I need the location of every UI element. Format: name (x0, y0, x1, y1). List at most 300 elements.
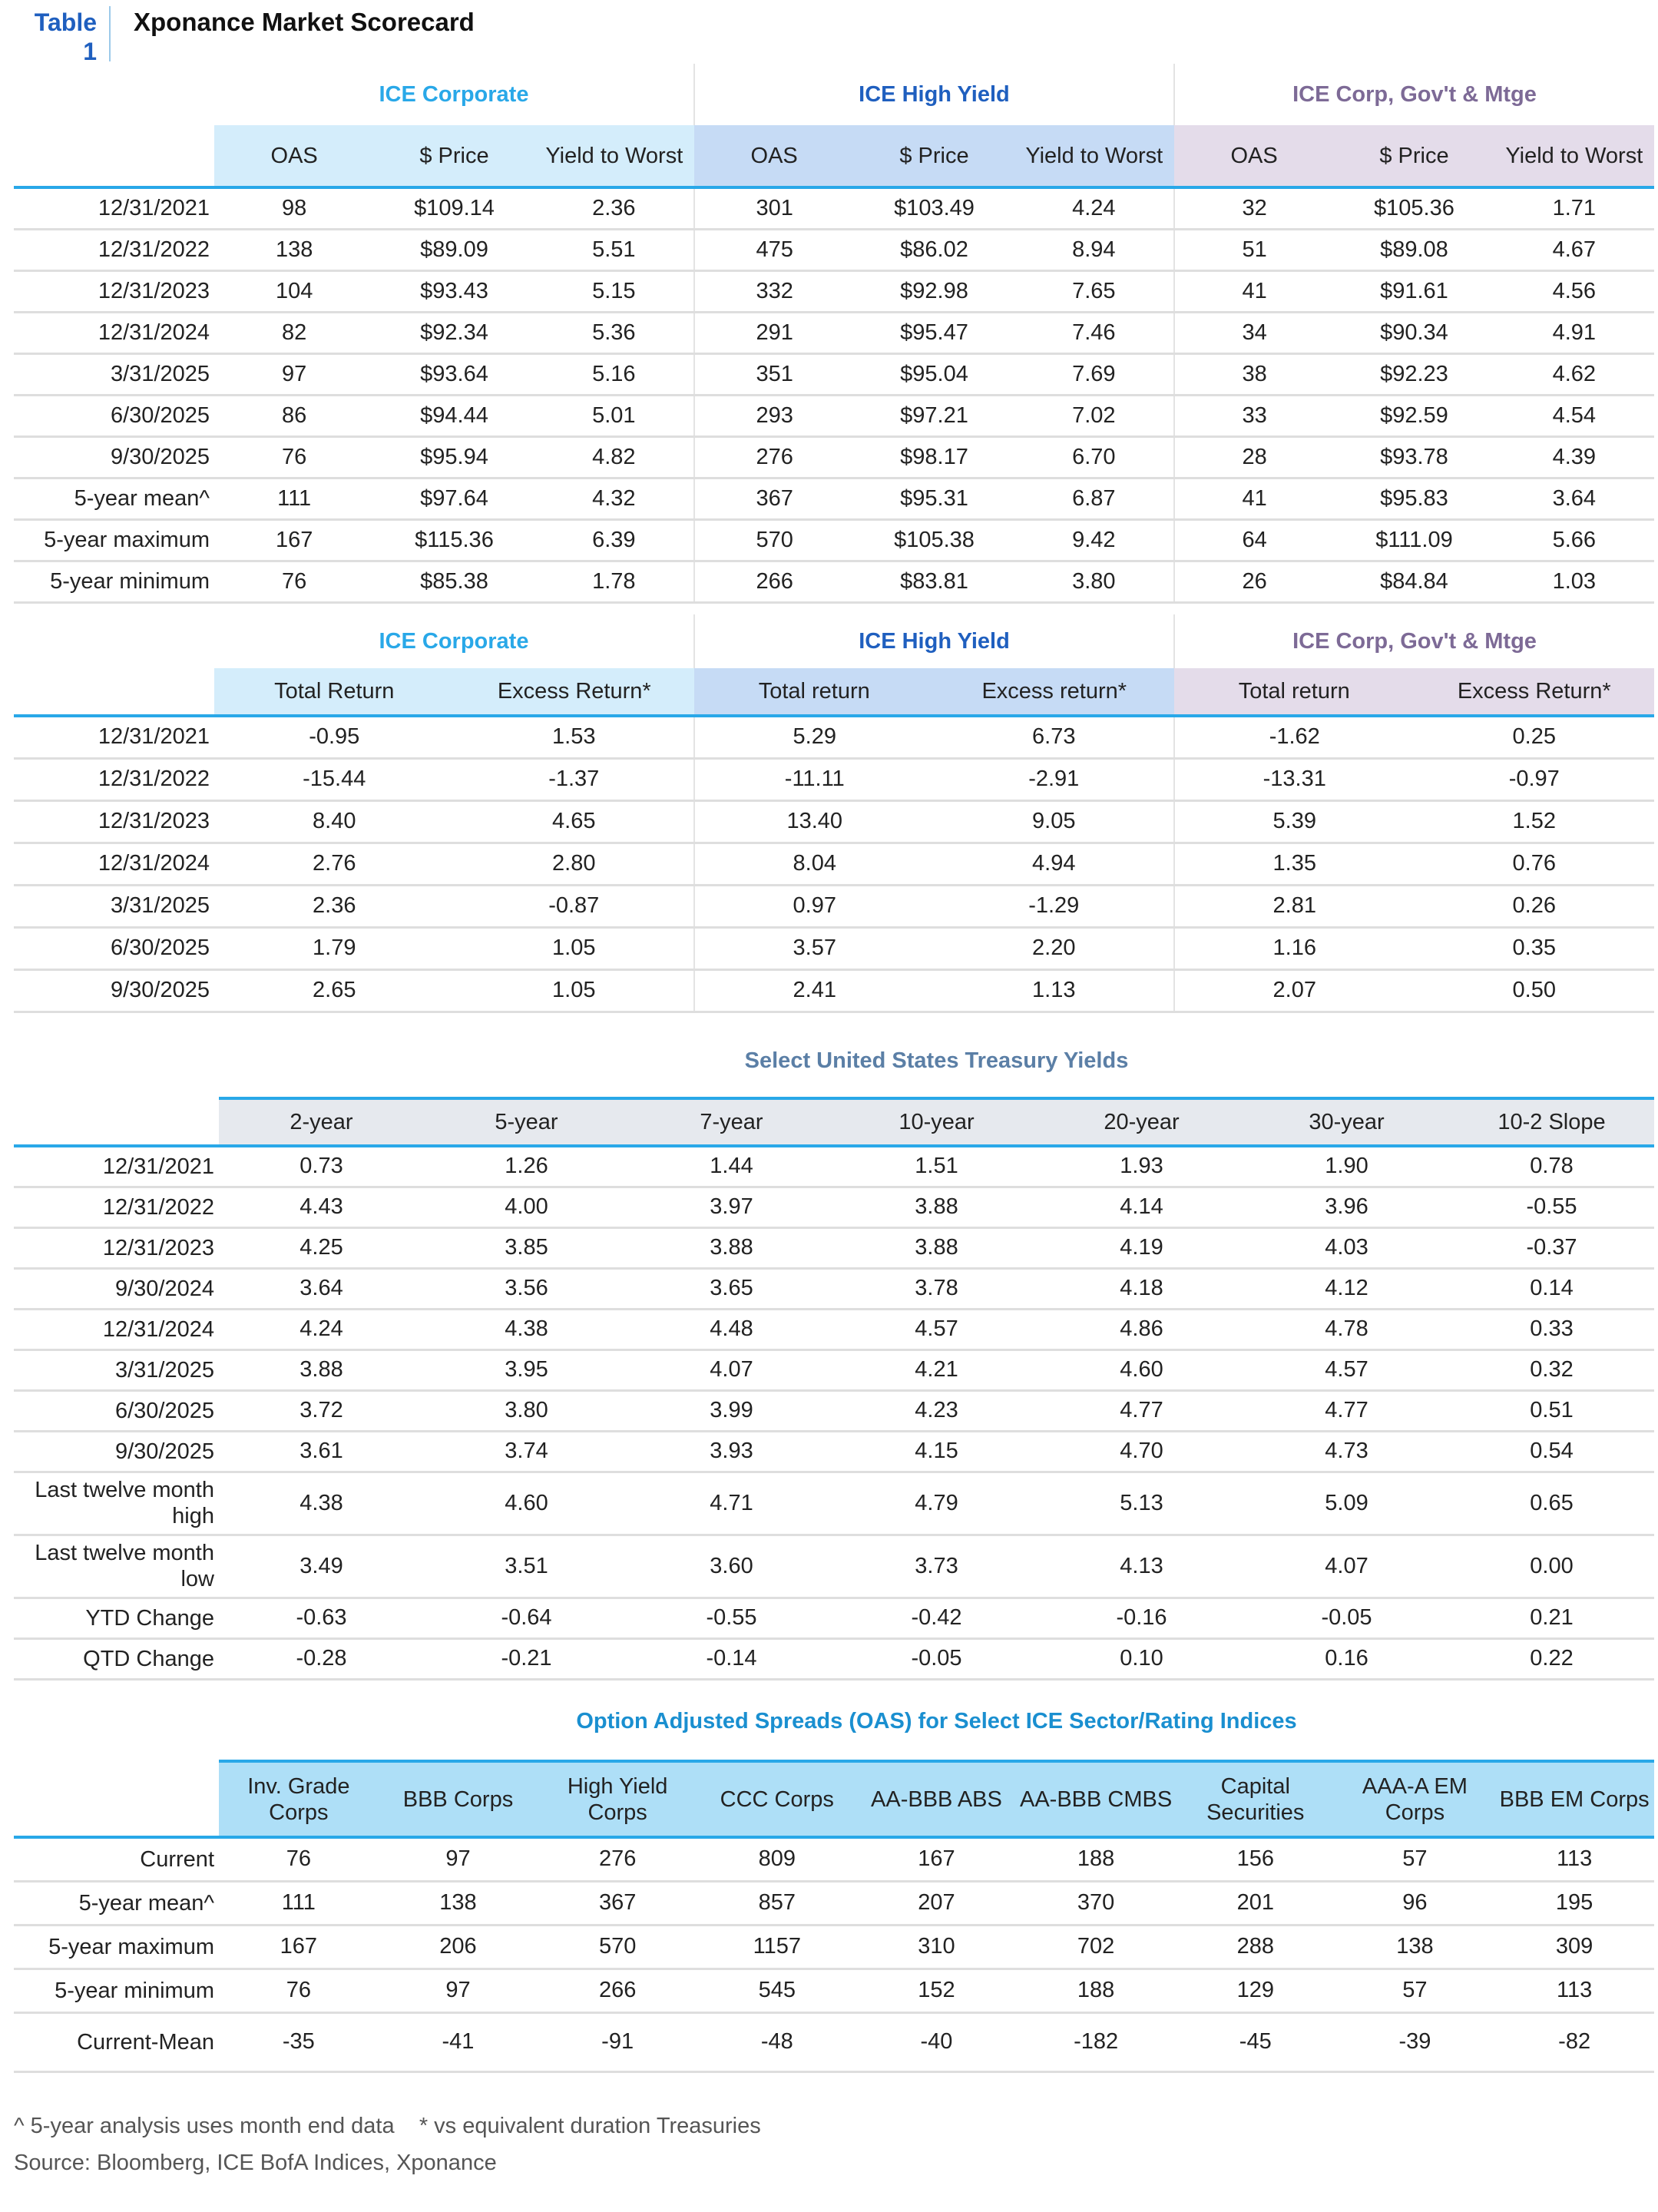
table-cell: 4.91 (1494, 312, 1654, 353)
table-cell: 0.32 (1449, 1349, 1654, 1390)
table-cell: 367 (538, 1881, 697, 1925)
table-cell: 0.97 (694, 885, 935, 927)
table-cell: 5.15 (534, 270, 694, 312)
table-cell: 4.32 (534, 478, 694, 519)
table-cell: 6.87 (1014, 478, 1174, 519)
column-header: $ Price (1334, 125, 1494, 187)
table-cell: 3.97 (629, 1187, 834, 1227)
table-cell: 3.88 (629, 1227, 834, 1268)
table-cell: 0.22 (1449, 1638, 1654, 1679)
table-cell: $97.64 (374, 478, 534, 519)
table-cell: 9.05 (935, 800, 1175, 843)
table-cell: $89.09 (374, 229, 534, 270)
column-header: Excess Return* (1415, 668, 1655, 716)
table-cell: 1.90 (1244, 1146, 1449, 1187)
row-label: Current (14, 1837, 219, 1881)
table-cell: 156 (1176, 1837, 1335, 1881)
row-label: 12/31/2022 (14, 1187, 219, 1227)
column-header: $ Price (374, 125, 534, 187)
table-cell: -0.87 (455, 885, 695, 927)
table-cell: 28 (1174, 436, 1334, 478)
table-cell: 5.09 (1244, 1472, 1449, 1535)
table-cell: -48 (697, 2012, 857, 2071)
table-cell: 4.21 (834, 1349, 1039, 1390)
table-cell: 3.60 (629, 1535, 834, 1598)
table-cell: -182 (1016, 2012, 1176, 2071)
table-cell: -39 (1335, 2012, 1495, 2071)
table-cell: $98.17 (854, 436, 1014, 478)
table-cell: 276 (694, 436, 854, 478)
row-label: 12/31/2024 (14, 312, 214, 353)
table-cell: 138 (214, 229, 374, 270)
group-header: ICE Corp, Gov't & Mtge (1174, 614, 1654, 668)
row-label: QTD Change (14, 1638, 219, 1679)
table-cell: 64 (1174, 519, 1334, 561)
table-cell: 4.13 (1039, 1535, 1244, 1598)
table-cell: 3.88 (834, 1227, 1039, 1268)
table-row (14, 436, 1654, 478)
column-header-row (14, 125, 1654, 187)
table-cell: $97.21 (854, 395, 1014, 436)
table-cell: $111.09 (1334, 519, 1494, 561)
table-cell: 276 (538, 1837, 697, 1881)
column-header: 30-year (1244, 1098, 1449, 1146)
table-cell: 2.41 (694, 969, 935, 1012)
table-cell: -0.14 (629, 1638, 834, 1679)
table-row (14, 1187, 1654, 1227)
row-label: 5-year maximum (14, 1925, 219, 1969)
table-row (14, 270, 1654, 312)
table-cell: 3.88 (834, 1187, 1039, 1227)
table-cell: 857 (697, 1881, 857, 1925)
table-cell: 3.80 (424, 1390, 629, 1431)
table-cell: 4.48 (629, 1309, 834, 1349)
table-row (14, 927, 1654, 969)
column-header: AAA-A EM Corps (1335, 1761, 1495, 1837)
table-row (14, 1268, 1654, 1309)
table-cell: 2.36 (534, 187, 694, 229)
row-label: 6/30/2025 (14, 927, 214, 969)
table-cell: $93.78 (1334, 436, 1494, 478)
row-label: 5-year minimum (14, 561, 214, 602)
table-cell: 4.77 (1039, 1390, 1244, 1431)
table-cell: 809 (697, 1837, 857, 1881)
table-cell: -0.37 (1449, 1227, 1654, 1268)
table-cell: 138 (1335, 1925, 1495, 1969)
table-cell: 4.25 (219, 1227, 424, 1268)
table-cell: 0.21 (1449, 1598, 1654, 1638)
table-cell: $89.08 (1334, 229, 1494, 270)
table-cell: -0.95 (214, 716, 455, 758)
table-cell: 188 (1016, 1837, 1176, 1881)
treasury-yields-table (14, 1025, 1654, 1681)
table-cell: 1.93 (1039, 1146, 1244, 1187)
table-cell: 138 (379, 1881, 538, 1925)
table-cell: 5.16 (534, 353, 694, 395)
table-cell: 4.73 (1244, 1431, 1449, 1472)
table-cell: 0.10 (1039, 1638, 1244, 1679)
column-header: Total return (694, 668, 935, 716)
table-row (14, 1431, 1654, 1472)
table-cell: 3.74 (424, 1431, 629, 1472)
table-cell: 167 (857, 1837, 1017, 1881)
table-cell: 4.24 (219, 1309, 424, 1349)
table-cell: 3.85 (424, 1227, 629, 1268)
table-cell: 4.39 (1494, 436, 1654, 478)
table-row (14, 969, 1654, 1012)
table-row (14, 1390, 1654, 1431)
table-cell: 32 (1174, 187, 1334, 229)
table-row (14, 716, 1654, 758)
row-label: 5-year minimum (14, 1969, 219, 2012)
table-cell: 76 (214, 436, 374, 478)
column-header: Inv. Grade Corps (219, 1761, 379, 1837)
table-cell: 370 (1016, 1881, 1176, 1925)
table-cell: $83.81 (854, 561, 1014, 602)
table-cell: -1.62 (1174, 716, 1415, 758)
table-cell: 1.16 (1174, 927, 1415, 969)
table-cell: 152 (857, 1969, 1017, 2012)
table-cell: -2.91 (935, 758, 1175, 800)
table-row (14, 353, 1654, 395)
table-cell: 1.05 (455, 927, 695, 969)
table-cell: 207 (857, 1881, 1017, 1925)
table-cell: -0.55 (629, 1598, 834, 1638)
table-row (14, 1638, 1654, 1679)
table-cell: 201 (1176, 1881, 1335, 1925)
table-cell: $86.02 (854, 229, 1014, 270)
table-cell: -0.28 (219, 1638, 424, 1679)
table-cell: 7.65 (1014, 270, 1174, 312)
table-cell: 3.65 (629, 1268, 834, 1309)
table-cell: 4.15 (834, 1431, 1039, 1472)
row-label: 3/31/2025 (14, 1349, 219, 1390)
table-cell: 5.36 (534, 312, 694, 353)
table-cell: 188 (1016, 1969, 1176, 2012)
table-cell: 0.00 (1449, 1535, 1654, 1598)
row-label: 3/31/2025 (14, 353, 214, 395)
table-cell: 5.66 (1494, 519, 1654, 561)
returns-table (14, 614, 1654, 1013)
table-cell: 195 (1494, 1881, 1654, 1925)
table-row (14, 229, 1654, 270)
table-cell: 2.07 (1174, 969, 1415, 1012)
table-row (14, 1535, 1654, 1598)
table-cell: 4.79 (834, 1472, 1039, 1535)
table-cell: 4.78 (1244, 1309, 1449, 1349)
table-cell: 3.61 (219, 1431, 424, 1472)
table-cell: 310 (857, 1925, 1017, 1969)
table-cell: 3.93 (629, 1431, 834, 1472)
table-row (14, 1881, 1654, 1925)
group-header: ICE Corp, Gov't & Mtge (1174, 64, 1654, 125)
table-cell: 1.44 (629, 1146, 834, 1187)
row-label: 6/30/2025 (14, 1390, 219, 1431)
table-cell: 3.88 (219, 1349, 424, 1390)
table-cell: -0.05 (834, 1638, 1039, 1679)
row-label: 9/30/2024 (14, 1268, 219, 1309)
table-cell: 4.86 (1039, 1309, 1244, 1349)
table-row (14, 2012, 1654, 2071)
table-cell: 288 (1176, 1925, 1335, 1969)
row-label: 12/31/2024 (14, 1309, 219, 1349)
column-header: Yield to Worst (534, 125, 694, 187)
table-row (14, 1969, 1654, 2012)
table-cell: $84.84 (1334, 561, 1494, 602)
table-cell: 2.80 (455, 843, 695, 885)
group-header: ICE High Yield (694, 614, 1174, 668)
table-cell: 3.51 (424, 1535, 629, 1598)
table-cell: 57 (1335, 1969, 1495, 2012)
table-cell: $103.49 (854, 187, 1014, 229)
table-cell: 0.65 (1449, 1472, 1654, 1535)
table-cell: 293 (694, 395, 854, 436)
table-cell: 34 (1174, 312, 1334, 353)
table-cell: -0.55 (1449, 1187, 1654, 1227)
table-cell: 7.69 (1014, 353, 1174, 395)
table-cell: 1.13 (935, 969, 1175, 1012)
table-cell: 4.38 (424, 1309, 629, 1349)
column-header: Total Return (214, 668, 455, 716)
column-header: Excess Return* (455, 668, 695, 716)
table-cell: 5.51 (534, 229, 694, 270)
table-cell: 0.50 (1415, 969, 1655, 1012)
table-cell: 7.02 (1014, 395, 1174, 436)
row-label: 12/31/2024 (14, 843, 214, 885)
group-header: ICE High Yield (694, 64, 1174, 125)
table-cell: 4.57 (834, 1309, 1039, 1349)
table-cell: 13.40 (694, 800, 935, 843)
column-header: 7-year (629, 1098, 834, 1146)
table-cell: 0.78 (1449, 1146, 1654, 1187)
table-cell: 1.79 (214, 927, 455, 969)
table-cell: 111 (219, 1881, 379, 1925)
row-label: 12/31/2021 (14, 716, 214, 758)
table-cell: 1.71 (1494, 187, 1654, 229)
column-header: OAS (1174, 125, 1334, 187)
table-cell: 3.57 (694, 927, 935, 969)
table-cell: $95.04 (854, 353, 1014, 395)
oas-sector-table (14, 1684, 1654, 2073)
table-row (14, 519, 1654, 561)
table-cell: -0.64 (424, 1598, 629, 1638)
table-cell: $92.23 (1334, 353, 1494, 395)
table-cell: 1.51 (834, 1146, 1039, 1187)
row-label: 5-year mean^ (14, 1881, 219, 1925)
group-header-row (14, 64, 1654, 125)
table-cell: 2.76 (214, 843, 455, 885)
table-title: Select United States Treasury Yields (744, 1048, 1129, 1073)
table-cell: 351 (694, 353, 854, 395)
table-cell: 3.78 (834, 1268, 1039, 1309)
table-cell: 3.56 (424, 1268, 629, 1309)
table-cell: 82 (214, 312, 374, 353)
group-header-row (14, 614, 1654, 668)
table-cell: 1.52 (1415, 800, 1655, 843)
column-header: OAS (214, 125, 374, 187)
table-cell: 1157 (697, 1925, 857, 1969)
table-cell: $92.34 (374, 312, 534, 353)
table-cell: 4.19 (1039, 1227, 1244, 1268)
table-cell: 1.05 (455, 969, 695, 1012)
table-cell: -0.21 (424, 1638, 629, 1679)
table-row (14, 312, 1654, 353)
column-header-row (14, 1761, 1654, 1837)
table-cell: 5.39 (1174, 800, 1415, 843)
table-cell: $94.44 (374, 395, 534, 436)
table-cell: -35 (219, 2012, 379, 2071)
table-cell: 41 (1174, 270, 1334, 312)
table-row (14, 1349, 1654, 1390)
table-cell: 4.07 (629, 1349, 834, 1390)
table-row (14, 561, 1654, 602)
table-cell: 5.01 (534, 395, 694, 436)
table-cell: 76 (219, 1969, 379, 2012)
column-header: Capital Securities (1176, 1761, 1335, 1837)
table-cell: 0.16 (1244, 1638, 1449, 1679)
column-header: 20-year (1039, 1098, 1244, 1146)
row-label: 12/31/2023 (14, 1227, 219, 1268)
table-row (14, 1472, 1654, 1535)
table-cell: 97 (214, 353, 374, 395)
table-cell: 96 (1335, 1881, 1495, 1925)
table-cell: 8.40 (214, 800, 455, 843)
table-cell: 98 (214, 187, 374, 229)
table-cell: 41 (1174, 478, 1334, 519)
table-cell: 3.64 (1494, 478, 1654, 519)
row-label: Last twelve month low (14, 1535, 219, 1598)
table-cell: 3.73 (834, 1535, 1039, 1598)
table-cell: 2.20 (935, 927, 1175, 969)
spread-price-yield-table (14, 64, 1654, 604)
table-cell: 4.70 (1039, 1431, 1244, 1472)
group-header: ICE Corporate (379, 628, 529, 654)
table-cell: 1.26 (424, 1146, 629, 1187)
table-cell: -0.97 (1415, 758, 1655, 800)
table-cell: 4.62 (1494, 353, 1654, 395)
table-title: Option Adjusted Spreads (OAS) for Select ICE Sector/Rating Indices (576, 1709, 1297, 1734)
table-cell: 0.25 (1415, 716, 1655, 758)
table-row (14, 187, 1654, 229)
column-header: BBB Corps (379, 1761, 538, 1837)
table-cell: 97 (379, 1837, 538, 1881)
table-cell: 2.65 (214, 969, 455, 1012)
column-header: High Yield Corps (538, 1761, 697, 1837)
row-label: 12/31/2023 (14, 270, 214, 312)
table-cell: 4.56 (1494, 270, 1654, 312)
table-cell: 0.14 (1449, 1268, 1654, 1309)
table-cell: 332 (694, 270, 854, 312)
table-cell: $115.36 (374, 519, 534, 561)
table-cell: 76 (214, 561, 374, 602)
table-cell: 1.78 (534, 561, 694, 602)
row-label: 5-year mean^ (14, 478, 214, 519)
table-cell: -0.42 (834, 1598, 1039, 1638)
table-cell: -82 (1494, 2012, 1654, 2071)
table-cell: 8.94 (1014, 229, 1174, 270)
table-cell: 4.57 (1244, 1349, 1449, 1390)
row-label: 5-year maximum (14, 519, 214, 561)
table-cell: 0.26 (1415, 885, 1655, 927)
table-cell: 97 (379, 1969, 538, 2012)
row-label: 9/30/2025 (14, 969, 214, 1012)
row-label: 9/30/2025 (14, 436, 214, 478)
table-cell: 4.77 (1244, 1390, 1449, 1431)
table-cell: 6.70 (1014, 436, 1174, 478)
table-cell: 266 (538, 1969, 697, 2012)
table-cell: 4.18 (1039, 1268, 1244, 1309)
table-row (14, 843, 1654, 885)
table-cell: 4.94 (935, 843, 1175, 885)
row-label: 6/30/2025 (14, 395, 214, 436)
row-label: 12/31/2022 (14, 758, 214, 800)
table-cell: 1.03 (1494, 561, 1654, 602)
table-cell: 4.43 (219, 1187, 424, 1227)
table-cell: 57 (1335, 1837, 1495, 1881)
report-header (14, 0, 1650, 64)
table-cell: 4.60 (424, 1472, 629, 1535)
column-header: OAS (694, 125, 854, 187)
table-cell: 570 (694, 519, 854, 561)
column-header: 10-year (834, 1098, 1039, 1146)
column-header: Total return (1174, 668, 1415, 716)
table-cell: 2.81 (1174, 885, 1415, 927)
row-label: 12/31/2023 (14, 800, 214, 843)
table-cell: 38 (1174, 353, 1334, 395)
table-row (14, 885, 1654, 927)
table-cell: $93.43 (374, 270, 534, 312)
table-cell: -41 (379, 2012, 538, 2071)
source-note: Source: Bloomberg, ICE BofA Indices, Xponance (14, 2151, 497, 2175)
table-cell: 367 (694, 478, 854, 519)
row-label: 12/31/2022 (14, 229, 214, 270)
column-header: Yield to Worst (1014, 125, 1174, 187)
table-cell: 4.07 (1244, 1535, 1449, 1598)
table-cell: 7.46 (1014, 312, 1174, 353)
table-cell: 4.82 (534, 436, 694, 478)
column-header: CCC Corps (697, 1761, 857, 1837)
table-cell: 3.96 (1244, 1187, 1449, 1227)
table-cell: $90.34 (1334, 312, 1494, 353)
table-cell: 0.73 (219, 1146, 424, 1187)
row-label: 12/31/2021 (14, 187, 214, 229)
table-cell: $105.38 (854, 519, 1014, 561)
table-cell: 111 (214, 478, 374, 519)
column-header: 5-year (424, 1098, 629, 1146)
table-cell: 51 (1174, 229, 1334, 270)
column-header: BBB EM Corps (1494, 1761, 1654, 1837)
column-header: AA-BBB ABS (857, 1761, 1017, 1837)
table-cell: 26 (1174, 561, 1334, 602)
table-row (14, 1837, 1654, 1881)
table-cell: 3.80 (1014, 561, 1174, 602)
table-cell: -1.37 (455, 758, 695, 800)
table-cell: 86 (214, 395, 374, 436)
table-cell: $95.83 (1334, 478, 1494, 519)
column-header: 2-year (219, 1098, 424, 1146)
table-cell: $92.59 (1334, 395, 1494, 436)
table-cell: 1.35 (1174, 843, 1415, 885)
table-cell: 545 (697, 1969, 857, 2012)
table-cell: 6.39 (534, 519, 694, 561)
column-header: AA-BBB CMBS (1016, 1761, 1176, 1837)
table-cell: 0.76 (1415, 843, 1655, 885)
table-row (14, 1146, 1654, 1187)
table-cell: 3.49 (219, 1535, 424, 1598)
table-cell: 4.24 (1014, 187, 1174, 229)
table-cell: 570 (538, 1925, 697, 1969)
table-row (14, 1227, 1654, 1268)
